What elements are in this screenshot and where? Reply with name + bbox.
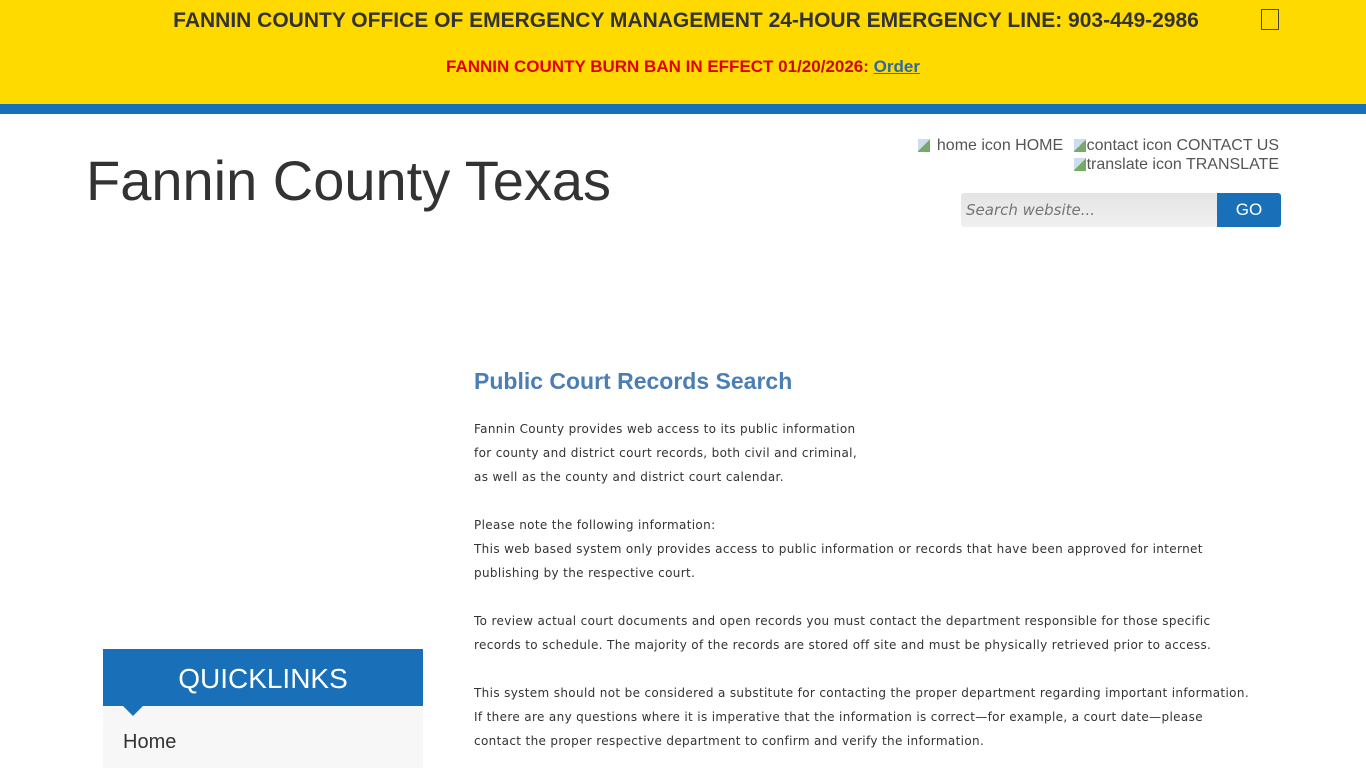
text-line: as well as the county and district court calendar. bbox=[474, 470, 784, 484]
top-links bbox=[912, 136, 1279, 174]
home-icon bbox=[918, 139, 930, 152]
search-go-button[interactable]: GO bbox=[1217, 193, 1281, 227]
home-label: HOME bbox=[1010, 137, 1064, 154]
burn-ban-order-link[interactable]: Order bbox=[873, 57, 920, 76]
translate-link[interactable] bbox=[1074, 156, 1279, 173]
contact-link[interactable] bbox=[1074, 137, 1279, 154]
contact-icon bbox=[1074, 139, 1086, 152]
text-line: for county and district court records, both civil and criminal, bbox=[474, 446, 858, 460]
disclaimer-paragraph bbox=[474, 681, 1254, 753]
home-icon-alt: home icon bbox=[936, 137, 1011, 154]
contact-icon-alt: contact icon bbox=[1086, 137, 1173, 154]
translate-icon-alt: translate icon bbox=[1086, 156, 1182, 173]
emergency-line-text: FANNIN COUNTY OFFICE OF EMERGENCY MANAGEMENT 24-HOUR EMERGENCY LINE: 903-449-2986 bbox=[173, 9, 1199, 32]
burn-ban-notice bbox=[0, 57, 1366, 77]
burn-ban-date: 01/20/2026: bbox=[773, 57, 874, 76]
main-content bbox=[474, 368, 1254, 777]
burn-ban-text: FANNIN COUNTY BURN BAN IN EFFECT bbox=[446, 57, 774, 76]
page-title: Public Court Records Search bbox=[474, 368, 793, 394]
review-paragraph bbox=[474, 609, 1254, 657]
note-paragraph bbox=[474, 513, 1254, 585]
text-line: Fannin County provides web access to its public information bbox=[474, 422, 856, 436]
quicklinks-list bbox=[103, 706, 423, 768]
text-line: This system should not be considered a substitute for contacting the proper department regarding important information. bbox=[474, 686, 1249, 700]
emergency-alert-banner bbox=[0, 0, 1366, 114]
quicklink-home[interactable]: Home bbox=[123, 731, 177, 753]
site-title[interactable]: Fannin County Texas bbox=[86, 149, 612, 212]
quicklinks-header: QUICKLINKS bbox=[103, 649, 423, 706]
translate-label: TRANSLATE bbox=[1181, 156, 1279, 173]
contact-label: CONTACT US bbox=[1172, 137, 1279, 154]
text-line: This web based system only provides access to public information or records that have been approved for internet publishing by the respective court. bbox=[474, 542, 1203, 580]
home-link[interactable] bbox=[918, 137, 1063, 154]
quicklinks-pointer bbox=[123, 706, 143, 716]
search-input[interactable] bbox=[961, 193, 1217, 227]
translate-icon bbox=[1074, 158, 1086, 171]
intro-paragraph bbox=[474, 417, 1254, 489]
text-line: If there are any questions where it is imperative that the information is correct—for example, a court date—please contact the proper respective department to confirm and verify the information. bbox=[474, 710, 1203, 748]
text-line: To review actual court documents and open records you must contact the department responsible for those specific records to schedule. The majority of the records are stored off site and must be physically retrieved prior to access. bbox=[474, 614, 1212, 652]
close-alert-checkbox[interactable] bbox=[1261, 9, 1279, 30]
text-line: Please note the following information: bbox=[474, 518, 716, 532]
